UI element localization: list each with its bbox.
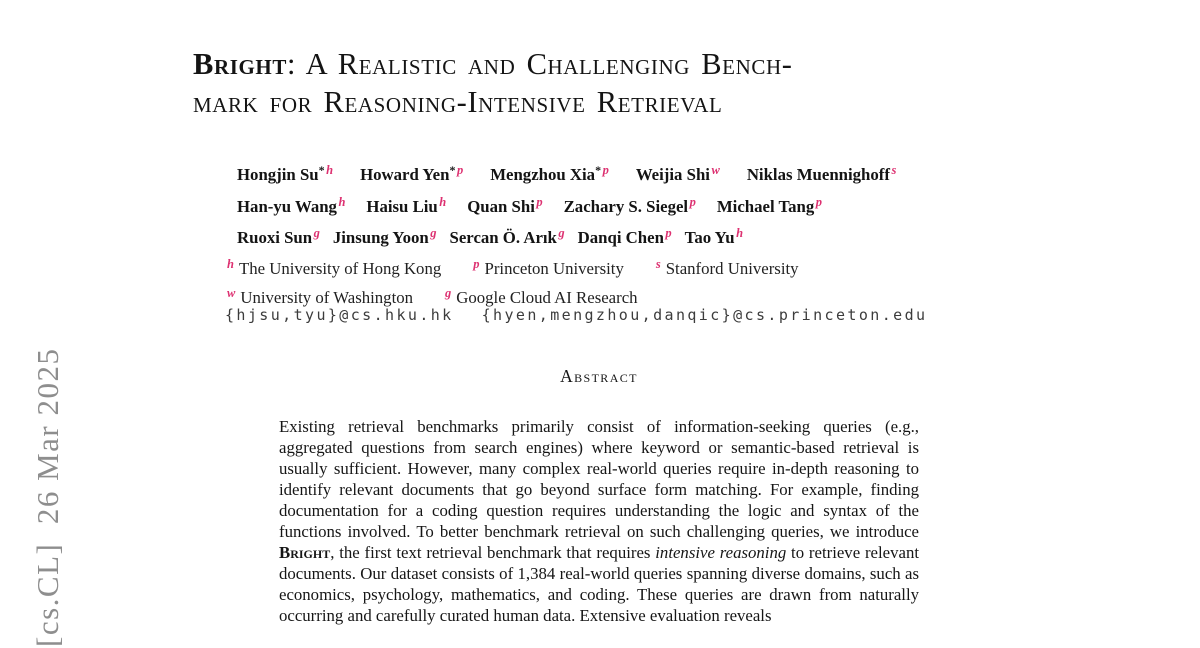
affiliation-superscript: h bbox=[736, 226, 744, 240]
affiliation-name: University of Washington bbox=[240, 288, 414, 307]
affiliation-name: The University of Hong Kong bbox=[238, 259, 442, 278]
affiliation bbox=[227, 259, 441, 278]
author-name: Han-yu Wang bbox=[237, 196, 337, 216]
affiliation bbox=[656, 259, 799, 278]
author bbox=[716, 194, 823, 216]
affiliation-name: Princeton University bbox=[484, 259, 624, 278]
affiliation-superscript: p bbox=[456, 163, 464, 177]
author bbox=[467, 194, 543, 216]
author bbox=[684, 226, 744, 247]
affiliation bbox=[473, 259, 624, 278]
author-name: Hongjin Su bbox=[237, 165, 319, 184]
abstract-paragraph bbox=[279, 416, 919, 626]
affiliation-superscript: w bbox=[227, 286, 236, 300]
author bbox=[237, 194, 346, 216]
author bbox=[332, 226, 437, 247]
affiliation bbox=[227, 288, 413, 307]
author-name: Niklas Muennighoff bbox=[746, 165, 890, 184]
author bbox=[563, 194, 696, 216]
author bbox=[360, 163, 464, 184]
author bbox=[449, 226, 565, 247]
affiliation-superscript: g bbox=[558, 226, 565, 240]
email-princeton: {hyen,mengzhou,danqic}@cs.princeton.edu bbox=[481, 306, 928, 324]
author-name: Howard Yen bbox=[360, 165, 450, 184]
affiliation-superscript: p bbox=[536, 194, 543, 209]
paper-title bbox=[193, 46, 792, 121]
abstract-text-1: Existing retrieval benchmarks primarily consist of information-seeking queries (e.g., aggregated questions from search engines) where keyword or semantic-based retrieval is usually sufficient. However, many complex real-world queries require in-depth reasoning to identify relevant documents that go beyond surface form matching. For example, finding documentation for a coding question requires understanding the logic and syntax of the functions involved. To better benchmark retrieval on such challenging queries, we introduce bbox=[279, 417, 919, 541]
author bbox=[635, 163, 720, 184]
affiliation bbox=[445, 288, 638, 307]
email-hku: {hjsu,tyu}@cs.hku.hk bbox=[225, 306, 454, 324]
affiliation-superscript: p bbox=[602, 163, 609, 177]
author bbox=[237, 163, 334, 184]
author-name: Danqi Chen bbox=[577, 228, 664, 247]
affiliations-block bbox=[227, 252, 831, 310]
affiliation-superscript: s bbox=[655, 257, 661, 271]
affiliation-superscript: g bbox=[430, 226, 437, 240]
affiliation-superscript: s bbox=[891, 163, 897, 177]
author-name: Jinsung Yoon bbox=[332, 228, 429, 247]
authors-block bbox=[237, 155, 1033, 250]
abstract-text-2: , the first text retrieval benchmark that requires bbox=[330, 543, 656, 562]
equal-contribution-star: * bbox=[318, 163, 325, 177]
affiliations-line-1 bbox=[227, 252, 831, 281]
author bbox=[577, 226, 672, 247]
author-name: Tao Yu bbox=[684, 228, 735, 247]
brand-name: Bright bbox=[193, 47, 287, 81]
author-name: Sercan Ö. Arık bbox=[449, 228, 557, 247]
author bbox=[746, 163, 897, 184]
affiliation-superscript: p bbox=[815, 194, 823, 209]
affiliation-superscript: g bbox=[445, 286, 452, 300]
equal-contribution-star: * bbox=[595, 163, 602, 177]
paper-page bbox=[193, 0, 1033, 648]
author-name: Michael Tang bbox=[716, 196, 815, 216]
title-line1-rest: : A Realistic and Challenging Bench- bbox=[286, 47, 793, 81]
emails-line bbox=[225, 306, 955, 324]
affiliation-superscript: h bbox=[227, 257, 234, 271]
author-name: Quan Shi bbox=[467, 196, 535, 216]
author-name: Haisu Liu bbox=[366, 196, 438, 216]
author bbox=[237, 226, 320, 247]
affiliation-superscript: w bbox=[711, 163, 720, 177]
affiliation-name: Stanford University bbox=[665, 259, 799, 278]
author-row-3 bbox=[237, 218, 1033, 250]
author-name: Weijia Shi bbox=[635, 165, 710, 184]
author-name: Ruoxi Sun bbox=[237, 228, 313, 247]
affiliation-superscript: h bbox=[338, 194, 346, 209]
author bbox=[490, 163, 609, 184]
abstract-heading: Abstract bbox=[560, 366, 638, 386]
author bbox=[366, 194, 447, 216]
author-row-1 bbox=[237, 155, 1033, 187]
abstract-text-3: to retrieve relevant documents. Our dataset consists of 1,384 real-world queries spanning diverse domains, such as economics, psychology, mathematics, and coding. These queries are drawn from naturally occurring and carefully curated human data. Extensive evaluation reveals bbox=[279, 543, 920, 625]
affiliation-superscript: p bbox=[665, 226, 672, 240]
author-row-2 bbox=[237, 187, 1033, 219]
equal-contribution-star: * bbox=[449, 163, 456, 177]
author-name: Zachary S. Siegel bbox=[563, 196, 689, 216]
emphasis-intensive-reasoning: intensive reasoning bbox=[655, 543, 787, 562]
title-line2: mark for Reasoning-Intensive Retrieval bbox=[193, 84, 723, 119]
brand-name-inline: Bright bbox=[279, 543, 331, 562]
affiliation-name: Google Cloud AI Research bbox=[456, 288, 638, 307]
affiliation-superscript: p bbox=[689, 194, 696, 209]
arxiv-watermark: [cs.CL] 26 Mar 2025 bbox=[30, 347, 65, 647]
affiliation-superscript: p bbox=[473, 257, 480, 271]
author-name: Mengzhou Xia bbox=[490, 165, 596, 184]
affiliation-superscript: h bbox=[326, 163, 334, 177]
affiliation-superscript: h bbox=[439, 194, 447, 209]
affiliation-superscript: g bbox=[313, 226, 320, 240]
